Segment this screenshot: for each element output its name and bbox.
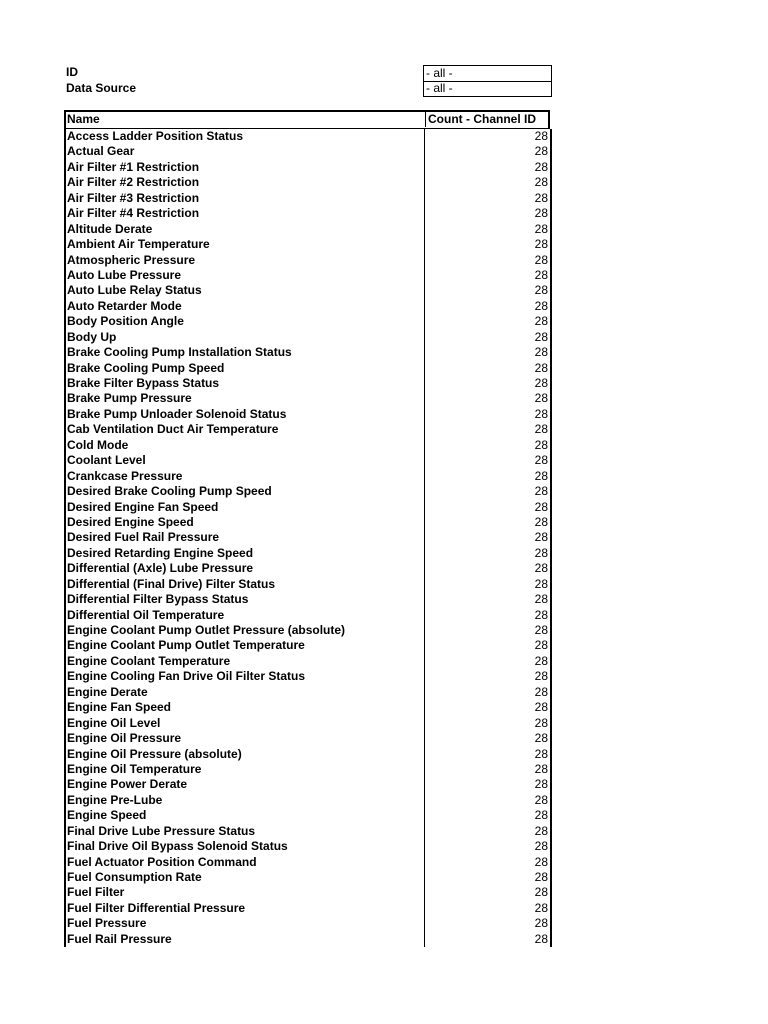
table-row — [66, 839, 550, 854]
table-row — [66, 824, 550, 839]
row-count-cell[interactable]: 28 — [534, 592, 548, 607]
row-name-cell[interactable]: Engine Coolant Pump Outlet Pressure (absolute) — [67, 623, 346, 637]
row-name-cell[interactable]: Desired Retarding Engine Speed — [67, 545, 254, 560]
table-row — [66, 916, 550, 931]
row-count-cell[interactable]: 28 — [534, 808, 548, 823]
row-count-cell[interactable]: 28 — [534, 159, 548, 174]
table-row — [66, 731, 550, 746]
table-row — [66, 330, 550, 345]
row-count-cell[interactable]: 28 — [534, 267, 548, 282]
row-count-cell[interactable]: 28 — [534, 916, 548, 931]
table-row — [66, 577, 550, 592]
row-name-cell[interactable]: Fuel Pressure — [67, 916, 147, 931]
row-count-cell[interactable]: 28 — [534, 206, 548, 221]
row-name-cell[interactable]: Desired Engine Speed — [67, 514, 194, 529]
table-row — [66, 144, 550, 159]
table-row — [66, 500, 550, 515]
row-count-cell[interactable]: 28 — [534, 761, 548, 776]
table-row — [66, 453, 550, 468]
row-count-cell[interactable]: 28 — [534, 345, 548, 360]
row-count-cell[interactable]: 28 — [534, 700, 548, 715]
row-count-cell[interactable]: 28 — [534, 406, 548, 421]
row-count-cell[interactable]: 28 — [534, 731, 548, 746]
row-count-cell[interactable]: 28 — [534, 298, 548, 313]
row-name-cell[interactable]: Engine Coolant Pump Outlet Temperature — [67, 638, 305, 653]
filter-label: ID — [66, 65, 78, 79]
row-name-cell[interactable]: Engine Power Derate — [67, 777, 188, 792]
table-row — [66, 685, 550, 700]
table-row — [66, 747, 550, 762]
row-name-cell[interactable]: Fuel Rail Pressure — [67, 931, 172, 946]
row-count-cell[interactable]: 28 — [534, 870, 548, 884]
table-row — [66, 268, 550, 283]
row-name-cell[interactable]: Air Filter #1 Restriction — [67, 159, 200, 174]
table-row — [66, 469, 550, 484]
row-name-cell[interactable]: Brake Cooling Pump Installation Status — [67, 345, 292, 360]
row-count-cell[interactable]: 28 — [534, 931, 548, 946]
row-name-cell[interactable]: Differential (Final Drive) Filter Status — [67, 576, 276, 591]
table-row — [66, 669, 550, 684]
row-name-cell[interactable]: Desired Brake Cooling Pump Speed — [67, 484, 272, 499]
row-name-cell[interactable]: Body Position Angle — [67, 314, 184, 329]
row-name-cell[interactable]: Engine Derate — [67, 684, 148, 699]
row-count-cell[interactable]: 28 — [534, 329, 548, 344]
row-count-cell[interactable]: 28 — [534, 885, 548, 900]
table-row — [66, 885, 550, 900]
row-name-cell[interactable]: Coolant Level — [67, 453, 146, 468]
table-row — [66, 391, 550, 406]
row-name-cell[interactable]: Cab Ventilation Duct Air Temperature — [67, 422, 279, 437]
table-row — [66, 376, 550, 391]
filter-value-dropdown[interactable]: - all - — [423, 81, 552, 97]
row-count-cell[interactable]: 28 — [534, 715, 548, 730]
row-name-cell[interactable]: Air Filter #4 Restriction — [67, 206, 200, 221]
row-count-cell[interactable]: 28 — [534, 746, 548, 761]
row-count-cell[interactable]: 28 — [534, 561, 548, 576]
row-count-cell[interactable]: 28 — [534, 623, 548, 637]
filter-value-dropdown[interactable]: - all - — [423, 65, 552, 82]
row-count-cell[interactable]: 28 — [534, 422, 548, 437]
row-name-cell[interactable]: Cold Mode — [67, 437, 129, 452]
column-header-name[interactable]: Name — [67, 112, 100, 126]
row-name-cell[interactable]: Fuel Filter Differential Pressure — [67, 900, 246, 915]
table-row — [66, 530, 550, 545]
table-row — [66, 901, 550, 916]
pivot-table — [64, 110, 550, 947]
table-row — [66, 855, 550, 870]
table-row — [66, 361, 550, 376]
row-name-cell[interactable]: Auto Lube Pressure — [67, 267, 182, 282]
row-name-cell[interactable]: Differential Filter Bypass Status — [67, 592, 249, 607]
table-row — [66, 777, 550, 792]
table-row — [66, 175, 550, 190]
table-row — [66, 515, 550, 530]
filter-panel — [65, 65, 550, 97]
row-name-cell[interactable]: Engine Coolant Temperature — [67, 653, 231, 668]
table-row — [66, 314, 550, 329]
row-count-cell[interactable]: 28 — [534, 638, 548, 653]
row-count-cell[interactable]: 28 — [534, 823, 548, 838]
row-count-cell[interactable]: 28 — [534, 129, 548, 143]
row-count-cell[interactable]: 28 — [534, 792, 548, 807]
row-name-cell[interactable]: Auto Retarder Mode — [67, 298, 182, 313]
row-name-cell[interactable]: Body Up — [67, 329, 117, 344]
column-header-count[interactable]: Count - Channel ID — [425, 111, 550, 127]
table-row — [66, 793, 550, 808]
row-name-cell[interactable]: Atmospheric Pressure — [67, 252, 196, 267]
table-row — [66, 700, 550, 715]
row-name-cell[interactable]: Fuel Filter — [67, 885, 125, 900]
row-count-cell[interactable]: 28 — [534, 854, 548, 869]
row-count-cell[interactable]: 28 — [534, 221, 548, 236]
row-name-cell[interactable]: Engine Cooling Fan Drive Oil Filter Status — [67, 669, 306, 684]
row-name-cell[interactable]: Altitude Derate — [67, 221, 153, 236]
row-count-cell[interactable]: 28 — [534, 391, 548, 406]
row-count-cell[interactable]: 28 — [534, 777, 548, 792]
table-row — [66, 546, 550, 561]
row-count-cell[interactable]: 28 — [534, 190, 548, 205]
table-row — [66, 438, 550, 453]
table-row — [66, 283, 550, 298]
filter-row-id — [65, 65, 550, 81]
row-count-cell[interactable]: 28 — [534, 514, 548, 529]
row-name-cell[interactable]: Brake Pump Pressure — [67, 391, 192, 406]
table-row — [66, 345, 550, 360]
row-name-cell[interactable]: Engine Pre-Lube — [67, 792, 163, 807]
table-row — [66, 191, 550, 206]
table-row — [66, 206, 550, 221]
table-row — [66, 870, 550, 885]
filter-row-data-source — [65, 81, 550, 97]
row-name-cell[interactable]: Final Drive Lube Pressure Status — [67, 823, 256, 838]
row-name-cell[interactable]: Engine Speed — [67, 808, 147, 823]
row-name-cell[interactable]: Brake Pump Unloader Solenoid Status — [67, 406, 287, 421]
row-name-cell[interactable]: Desired Engine Fan Speed — [67, 499, 219, 514]
row-count-cell[interactable]: 28 — [534, 545, 548, 560]
row-count-cell[interactable]: 28 — [534, 684, 548, 699]
row-name-cell[interactable]: Engine Oil Pressure — [67, 731, 182, 746]
table-row — [66, 407, 550, 422]
table-row — [66, 222, 550, 237]
table-row — [66, 762, 550, 777]
row-count-cell[interactable]: 28 — [534, 360, 548, 375]
row-name-cell[interactable]: Air Filter #3 Restriction — [67, 190, 200, 205]
row-name-cell[interactable]: Brake Filter Bypass Status — [67, 376, 220, 390]
row-count-cell[interactable]: 28 — [534, 530, 548, 545]
row-count-cell[interactable]: 28 — [534, 484, 548, 499]
row-count-cell[interactable]: 28 — [534, 576, 548, 591]
row-count-cell[interactable]: 28 — [534, 175, 548, 190]
row-count-cell[interactable]: 28 — [534, 314, 548, 329]
row-name-cell[interactable]: Air Filter #2 Restriction — [67, 175, 200, 190]
row-count-cell[interactable]: 28 — [534, 144, 548, 159]
table-row — [66, 484, 550, 499]
table-row — [66, 299, 550, 314]
table-row — [66, 716, 550, 731]
table-row — [66, 160, 550, 175]
row-count-cell[interactable]: 28 — [534, 237, 548, 252]
row-name-cell[interactable]: Actual Gear — [67, 144, 135, 159]
table-row — [66, 237, 550, 252]
row-count-cell[interactable]: 28 — [534, 839, 548, 854]
table-row — [66, 808, 550, 823]
table-row — [66, 654, 550, 669]
row-name-cell[interactable]: Brake Cooling Pump Speed — [67, 360, 225, 375]
table-row — [66, 608, 550, 623]
table-row — [66, 561, 550, 576]
row-name-cell[interactable]: Differential Oil Temperature — [67, 607, 225, 622]
row-name-cell[interactable]: Crankcase Pressure — [67, 468, 183, 483]
row-count-cell[interactable]: 28 — [534, 669, 548, 684]
row-name-cell[interactable]: Final Drive Oil Bypass Solenoid Status — [67, 839, 288, 854]
row-name-cell[interactable]: Access Ladder Position Status — [67, 129, 244, 143]
table-row — [66, 592, 550, 607]
row-count-cell[interactable]: 28 — [534, 900, 548, 915]
table-row — [66, 623, 550, 638]
row-count-cell[interactable]: 28 — [534, 453, 548, 468]
row-name-cell[interactable]: Engine Fan Speed — [67, 700, 172, 715]
table-row — [66, 253, 550, 268]
table-header — [64, 110, 550, 129]
row-count-cell[interactable]: 28 — [534, 252, 548, 267]
row-count-cell[interactable]: 28 — [534, 607, 548, 622]
row-name-cell[interactable]: Fuel Actuator Position Command — [67, 854, 257, 869]
row-name-cell[interactable]: Desired Fuel Rail Pressure — [67, 530, 220, 545]
row-count-cell[interactable]: 28 — [534, 653, 548, 668]
row-name-cell[interactable]: Differential (Axle) Lube Pressure — [67, 561, 254, 576]
table-body — [64, 129, 550, 947]
table-row — [66, 932, 550, 947]
row-count-cell[interactable]: 28 — [534, 499, 548, 514]
table-row — [66, 129, 550, 144]
table-row — [66, 422, 550, 437]
row-name-cell[interactable]: Ambient Air Temperature — [67, 237, 210, 252]
row-count-cell[interactable]: 28 — [534, 376, 548, 390]
row-name-cell[interactable]: Engine Oil Temperature — [67, 761, 202, 776]
row-count-cell[interactable]: 28 — [534, 468, 548, 483]
row-count-cell[interactable]: 28 — [534, 437, 548, 452]
table-row — [66, 638, 550, 653]
filter-label: Data Source — [66, 81, 137, 95]
row-name-cell[interactable]: Engine Oil Pressure (absolute) — [67, 746, 242, 761]
row-name-cell[interactable]: Auto Lube Relay Status — [67, 283, 202, 298]
row-name-cell[interactable]: Engine Oil Level — [67, 715, 161, 730]
row-count-cell[interactable]: 28 — [534, 283, 548, 298]
row-name-cell[interactable]: Fuel Consumption Rate — [67, 870, 202, 884]
